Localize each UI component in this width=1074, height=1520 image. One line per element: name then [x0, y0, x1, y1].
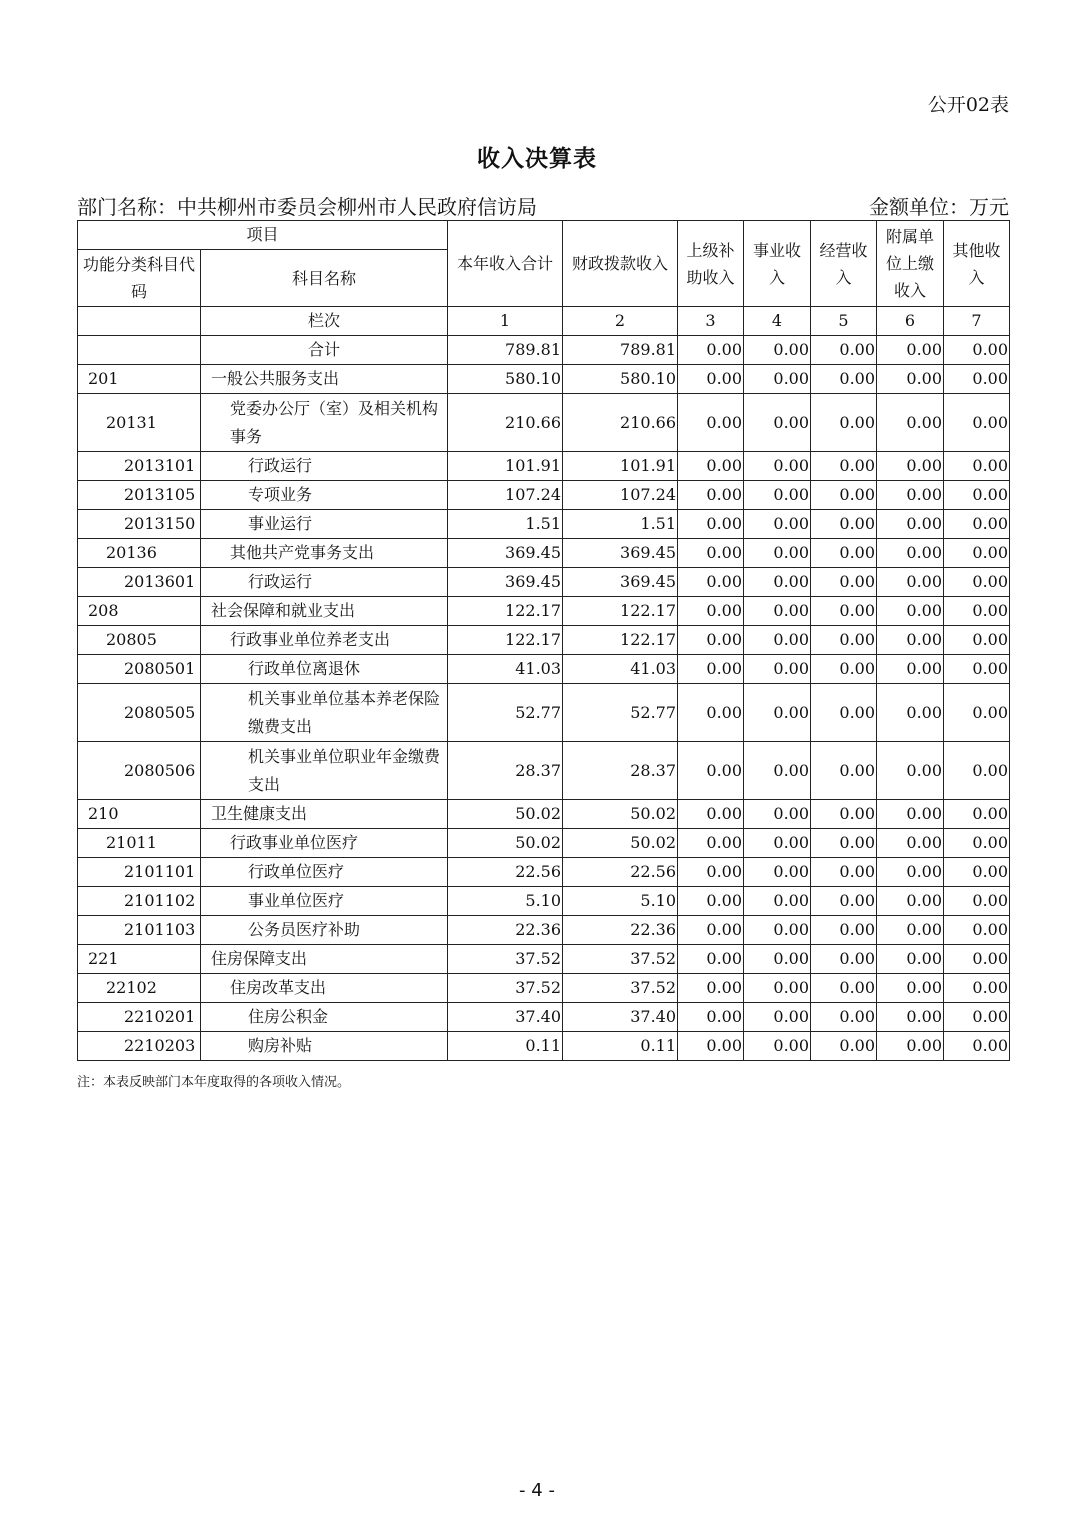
- value-cell: 0.00: [678, 539, 744, 568]
- value-cell: 789.81: [448, 336, 563, 365]
- value-cell: 0.00: [944, 452, 1010, 481]
- subject-code: 2013150: [78, 510, 201, 539]
- value-cell: 0.00: [678, 568, 744, 597]
- value-cell: 0.00: [811, 742, 877, 800]
- value-cell: 0.00: [877, 394, 944, 452]
- subject-name: 住房公积金: [201, 1003, 448, 1032]
- column-number-label: 栏次: [201, 307, 448, 336]
- value-cell: 0.00: [811, 829, 877, 858]
- value-cell: 0.00: [811, 916, 877, 945]
- value-cell: 0.00: [944, 655, 1010, 684]
- subject-code: 210: [78, 800, 201, 829]
- value-cell: 0.00: [744, 858, 811, 887]
- value-cell: 0.00: [811, 510, 877, 539]
- value-cell: 0.00: [944, 1003, 1010, 1032]
- subject-name: 卫生健康支出: [201, 800, 448, 829]
- value-cell: 0.00: [678, 452, 744, 481]
- subject-name: 行政运行: [201, 568, 448, 597]
- subject-name: 专项业务: [201, 481, 448, 510]
- subject-name: 住房保障支出: [201, 945, 448, 974]
- column-number: 1: [448, 307, 563, 336]
- subject-code: 221: [78, 945, 201, 974]
- table-row: [78, 510, 1010, 539]
- subject-code: 2101103: [78, 916, 201, 945]
- value-cell: 50.02: [563, 829, 678, 858]
- value-cell: 0.00: [678, 684, 744, 742]
- value-cell: 0.00: [877, 829, 944, 858]
- value-cell: 22.56: [563, 858, 678, 887]
- value-cell: 210.66: [448, 394, 563, 452]
- amount-unit: 金额单位：万元: [869, 195, 1009, 219]
- value-cell: 0.00: [877, 887, 944, 916]
- value-cell: 0.00: [744, 684, 811, 742]
- subject-code: 21011: [78, 829, 201, 858]
- subject-code: 2101102: [78, 887, 201, 916]
- value-cell: 0.00: [678, 626, 744, 655]
- value-cell: 0.00: [678, 829, 744, 858]
- value-cell: 0.00: [811, 597, 877, 626]
- value-cell: 0.00: [678, 394, 744, 452]
- value-cell: 0.00: [877, 655, 944, 684]
- value-cell: 0.00: [877, 452, 944, 481]
- value-cell: 0.00: [811, 800, 877, 829]
- value-cell: 0.00: [944, 742, 1010, 800]
- value-cell: 0.00: [744, 568, 811, 597]
- table-row: [78, 829, 1010, 858]
- value-cell: 0.00: [944, 510, 1010, 539]
- subject-code: 2080506: [78, 742, 201, 800]
- value-cell: 0.00: [678, 945, 744, 974]
- value-cell: 0.00: [811, 655, 877, 684]
- subject-code: 2210201: [78, 1003, 201, 1032]
- page-title: 收入决算表: [477, 145, 597, 172]
- subject-name: 党委办公厅（室）及相关机构事务: [201, 394, 448, 452]
- table-row: [78, 365, 1010, 394]
- subject-code: 201: [78, 365, 201, 394]
- value-cell: 101.91: [448, 452, 563, 481]
- value-cell: 0.11: [448, 1032, 563, 1061]
- value-cell: 0.00: [678, 365, 744, 394]
- value-cell: 0.00: [877, 858, 944, 887]
- form-number: 公开02表: [927, 94, 1009, 116]
- subject-name: 行政单位医疗: [201, 858, 448, 887]
- subject-name: 其他共产党事务支出: [201, 539, 448, 568]
- value-cell: 0.00: [678, 887, 744, 916]
- value-cell: 0.00: [877, 684, 944, 742]
- value-cell: 0.00: [678, 1003, 744, 1032]
- subject-name: 行政事业单位医疗: [201, 829, 448, 858]
- value-cell: 28.37: [448, 742, 563, 800]
- subject-name: 机关事业单位职业年金缴费支出: [201, 742, 448, 800]
- table-row: [78, 684, 1010, 742]
- table-row: [78, 1003, 1010, 1032]
- value-cell: 0.00: [744, 365, 811, 394]
- subject-name: 机关事业单位基本养老保险缴费支出: [201, 684, 448, 742]
- value-cell: 107.24: [448, 481, 563, 510]
- table-note: 注：本表反映部门本年度取得的各项收入情况。: [77, 1075, 351, 1090]
- value-cell: 0.00: [877, 597, 944, 626]
- value-cell: 37.52: [563, 974, 678, 1003]
- income-table: [77, 220, 1010, 1061]
- subject-name: 购房补贴: [201, 1032, 448, 1061]
- value-cell: 0.00: [678, 510, 744, 539]
- value-cell: 0.00: [811, 1003, 877, 1032]
- value-cell: 22.36: [563, 916, 678, 945]
- value-cell: 0.00: [811, 1032, 877, 1061]
- total-label: 合计: [201, 336, 448, 365]
- value-cell: 0.00: [811, 684, 877, 742]
- header-item: 项目: [78, 221, 448, 250]
- value-cell: 369.45: [448, 568, 563, 597]
- value-cell: 0.00: [811, 365, 877, 394]
- value-cell: 0.00: [944, 800, 1010, 829]
- header-affiliated: 附属单位上缴收入: [877, 221, 944, 307]
- value-cell: 1.51: [448, 510, 563, 539]
- subject-code: 20805: [78, 626, 201, 655]
- value-cell: 0.00: [744, 945, 811, 974]
- value-cell: 0.00: [744, 974, 811, 1003]
- table-row: [78, 481, 1010, 510]
- value-cell: 50.02: [563, 800, 678, 829]
- subject-name: 一般公共服务支出: [201, 365, 448, 394]
- subject-name: 住房改革支出: [201, 974, 448, 1003]
- value-cell: 0.00: [744, 829, 811, 858]
- value-cell: 22.36: [448, 916, 563, 945]
- value-cell: 0.00: [944, 481, 1010, 510]
- value-cell: 0.00: [744, 481, 811, 510]
- value-cell: 0.00: [944, 394, 1010, 452]
- value-cell: 0.00: [811, 568, 877, 597]
- value-cell: 122.17: [448, 597, 563, 626]
- value-cell: 0.00: [944, 365, 1010, 394]
- table-row: [78, 394, 1010, 452]
- value-cell: 0.00: [678, 800, 744, 829]
- subject-name: 行政事业单位养老支出: [201, 626, 448, 655]
- value-cell: 41.03: [448, 655, 563, 684]
- table-row: [78, 945, 1010, 974]
- value-cell: 0.00: [811, 539, 877, 568]
- header-operating: 经营收入: [811, 221, 877, 307]
- value-cell: 0.00: [678, 336, 744, 365]
- subject-code: 2013101: [78, 452, 201, 481]
- value-cell: 0.00: [744, 800, 811, 829]
- value-cell: 0.00: [877, 336, 944, 365]
- value-cell: 37.40: [563, 1003, 678, 1032]
- column-number: 3: [678, 307, 744, 336]
- table-row: [78, 974, 1010, 1003]
- value-cell: 0.00: [944, 597, 1010, 626]
- header-business: 事业收入: [744, 221, 811, 307]
- table-row: [78, 887, 1010, 916]
- value-cell: 369.45: [448, 539, 563, 568]
- table-row: [78, 800, 1010, 829]
- header-other: 其他收入: [944, 221, 1010, 307]
- value-cell: 0.00: [744, 916, 811, 945]
- table-row: [78, 539, 1010, 568]
- value-cell: 52.77: [448, 684, 563, 742]
- value-cell: 0.00: [678, 858, 744, 887]
- subject-code: 20136: [78, 539, 201, 568]
- value-cell: 0.00: [678, 1032, 744, 1061]
- column-number-row: [78, 307, 1010, 336]
- page-number: - 4 -: [519, 1480, 555, 1501]
- value-cell: 0.00: [944, 945, 1010, 974]
- value-cell: 0.00: [877, 539, 944, 568]
- value-cell: 0.00: [944, 1032, 1010, 1061]
- value-cell: 0.00: [877, 626, 944, 655]
- value-cell: 210.66: [563, 394, 678, 452]
- subject-code: 2013601: [78, 568, 201, 597]
- header-total: 本年收入合计: [448, 221, 563, 307]
- table-row: [78, 858, 1010, 887]
- value-cell: 0.00: [678, 916, 744, 945]
- value-cell: 0.00: [811, 394, 877, 452]
- value-cell: 0.00: [811, 336, 877, 365]
- value-cell: 37.52: [563, 945, 678, 974]
- value-cell: 5.10: [563, 887, 678, 916]
- column-number: 7: [944, 307, 1010, 336]
- column-number: 5: [811, 307, 877, 336]
- value-cell: 0.00: [744, 742, 811, 800]
- value-cell: 0.00: [877, 945, 944, 974]
- value-cell: 37.52: [448, 974, 563, 1003]
- value-cell: 0.00: [944, 626, 1010, 655]
- value-cell: 0.00: [944, 684, 1010, 742]
- value-cell: 0.11: [563, 1032, 678, 1061]
- value-cell: 122.17: [563, 626, 678, 655]
- value-cell: 0.00: [678, 974, 744, 1003]
- value-cell: 580.10: [563, 365, 678, 394]
- value-cell: 0.00: [944, 887, 1010, 916]
- value-cell: 0.00: [877, 1032, 944, 1061]
- subject-name: 事业单位医疗: [201, 887, 448, 916]
- value-cell: 5.10: [448, 887, 563, 916]
- value-cell: 0.00: [811, 858, 877, 887]
- subject-code: 2080505: [78, 684, 201, 742]
- value-cell: 0.00: [877, 568, 944, 597]
- value-cell: 0.00: [944, 974, 1010, 1003]
- table-row: [78, 655, 1010, 684]
- value-cell: 0.00: [811, 945, 877, 974]
- value-cell: 0.00: [744, 626, 811, 655]
- value-cell: 28.37: [563, 742, 678, 800]
- value-cell: 0.00: [811, 887, 877, 916]
- value-cell: 50.02: [448, 800, 563, 829]
- value-cell: 789.81: [563, 336, 678, 365]
- value-cell: 580.10: [448, 365, 563, 394]
- subject-name: 事业运行: [201, 510, 448, 539]
- table-row: [78, 452, 1010, 481]
- value-cell: 0.00: [811, 481, 877, 510]
- value-cell: 122.17: [563, 597, 678, 626]
- value-cell: 0.00: [744, 655, 811, 684]
- value-cell: 0.00: [877, 510, 944, 539]
- subject-code: 20131: [78, 394, 201, 452]
- value-cell: 37.52: [448, 945, 563, 974]
- value-cell: 0.00: [944, 916, 1010, 945]
- value-cell: 0.00: [678, 742, 744, 800]
- value-cell: 0.00: [744, 539, 811, 568]
- header-fiscal: 财政拨款收入: [563, 221, 678, 307]
- value-cell: 0.00: [877, 974, 944, 1003]
- subject-code: 22102: [78, 974, 201, 1003]
- header-superior: 上级补助收入: [678, 221, 744, 307]
- value-cell: 0.00: [678, 597, 744, 626]
- value-cell: 0.00: [744, 336, 811, 365]
- value-cell: 37.40: [448, 1003, 563, 1032]
- value-cell: 22.56: [448, 858, 563, 887]
- value-cell: 369.45: [563, 568, 678, 597]
- value-cell: 0.00: [744, 887, 811, 916]
- value-cell: 0.00: [678, 481, 744, 510]
- value-cell: 0.00: [744, 394, 811, 452]
- subject-name: 社会保障和就业支出: [201, 597, 448, 626]
- value-cell: 0.00: [944, 336, 1010, 365]
- table-row: [78, 568, 1010, 597]
- value-cell: 0.00: [877, 365, 944, 394]
- subject-name: 行政单位离退休: [201, 655, 448, 684]
- table-row: [78, 1032, 1010, 1061]
- value-cell: 0.00: [877, 1003, 944, 1032]
- value-cell: 41.03: [563, 655, 678, 684]
- column-number: 6: [877, 307, 944, 336]
- value-cell: 107.24: [563, 481, 678, 510]
- value-cell: 0.00: [744, 452, 811, 481]
- value-cell: 0.00: [877, 742, 944, 800]
- value-cell: 1.51: [563, 510, 678, 539]
- table-row: [78, 742, 1010, 800]
- subject-code: 2013105: [78, 481, 201, 510]
- subject-name: 行政运行: [201, 452, 448, 481]
- value-cell: 0.00: [877, 800, 944, 829]
- value-cell: 0.00: [744, 597, 811, 626]
- value-cell: 52.77: [563, 684, 678, 742]
- subject-code: 2210203: [78, 1032, 201, 1061]
- subject-code: 208: [78, 597, 201, 626]
- value-cell: 0.00: [744, 510, 811, 539]
- value-cell: 0.00: [877, 481, 944, 510]
- column-number: 2: [563, 307, 678, 336]
- value-cell: 0.00: [944, 539, 1010, 568]
- value-cell: 0.00: [811, 974, 877, 1003]
- value-cell: 0.00: [678, 655, 744, 684]
- value-cell: 0.00: [744, 1003, 811, 1032]
- subject-code: 2101101: [78, 858, 201, 887]
- column-number: 4: [744, 307, 811, 336]
- subject-code: 2080501: [78, 655, 201, 684]
- header-code: 功能分类科目代码: [78, 250, 201, 307]
- value-cell: 50.02: [448, 829, 563, 858]
- value-cell: 0.00: [944, 829, 1010, 858]
- table-row: [78, 916, 1010, 945]
- value-cell: 0.00: [877, 916, 944, 945]
- subject-name: 公务员医疗补助: [201, 916, 448, 945]
- value-cell: 369.45: [563, 539, 678, 568]
- value-cell: 122.17: [448, 626, 563, 655]
- header-name: 科目名称: [201, 250, 448, 307]
- value-cell: 0.00: [944, 568, 1010, 597]
- department-name: 部门名称：中共柳州市委员会柳州市人民政府信访局: [77, 195, 537, 219]
- total-row: [78, 336, 1010, 365]
- table-row: [78, 626, 1010, 655]
- value-cell: 0.00: [944, 858, 1010, 887]
- value-cell: 101.91: [563, 452, 678, 481]
- value-cell: 0.00: [811, 452, 877, 481]
- value-cell: 0.00: [744, 1032, 811, 1061]
- table-row: [78, 597, 1010, 626]
- value-cell: 0.00: [811, 626, 877, 655]
